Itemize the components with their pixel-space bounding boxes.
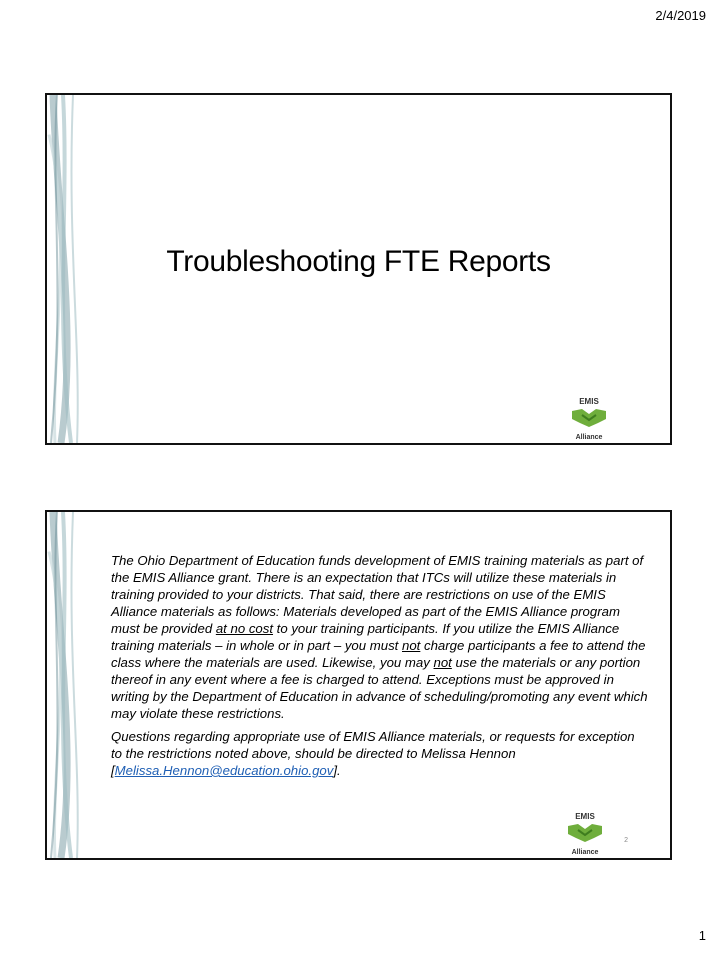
- emis-alliance-logo: [560, 812, 610, 856]
- email-link[interactable]: Melissa.Hennon@education.ohio.gov: [114, 763, 334, 778]
- text-span: charge participants a fee to attend the class where the materials are used. Likewise, you may: [111, 638, 646, 670]
- logo-text-bottom: Alliance: [575, 434, 603, 441]
- text-span: use the materials or any portion thereof in any event where a fee is charged to attend. Exceptions must be approved in writing by the Department of Education in advance of scheduling/promoting any event which may violate these restrictions.: [111, 655, 648, 721]
- text-span: The Ohio Department of Education funds development of EMIS training materials as part of the EMIS Alliance grant. There is an expectation that ITCs will utilize these materials in training provided to your districts. That said, there are restrictions on use of the EMIS Alliance materials as follows: Materials developed as part of the EMIS Alliance program must be provided: [111, 553, 644, 636]
- underlined-text: not: [433, 655, 452, 670]
- page-number: 1: [698, 928, 706, 943]
- page-date: 2/4/2019: [655, 8, 706, 23]
- text-span: ].: [333, 763, 341, 778]
- logo-text-bottom: Alliance: [571, 849, 599, 856]
- disclaimer-paragraph: [111, 552, 648, 722]
- slide-title: Troubleshooting FTE Reports: [166, 245, 551, 278]
- underlined-text: not: [402, 638, 421, 653]
- underlined-text: at no cost: [215, 621, 274, 636]
- disclaimer-text: [111, 552, 648, 785]
- logo-text-top: EMIS: [579, 397, 599, 406]
- slide-number: 2: [624, 837, 628, 844]
- slide-2: [45, 510, 672, 860]
- text-span: to your training participants. If you utilize the EMIS Alliance training materials – in whole or in part – you must: [111, 621, 620, 653]
- emis-alliance-logo: [564, 397, 614, 441]
- text-span: Questions regarding appropriate use of EMIS Alliance materials, or requests for exception to the restrictions noted above, should be directed to Melissa Hennon [: [111, 729, 635, 778]
- slide-1: [45, 93, 672, 445]
- contact-paragraph: [111, 728, 648, 779]
- handshake-icon: [570, 405, 608, 429]
- handshake-icon: [566, 820, 604, 844]
- decorative-curves: [47, 512, 107, 858]
- logo-text-top: EMIS: [575, 812, 595, 821]
